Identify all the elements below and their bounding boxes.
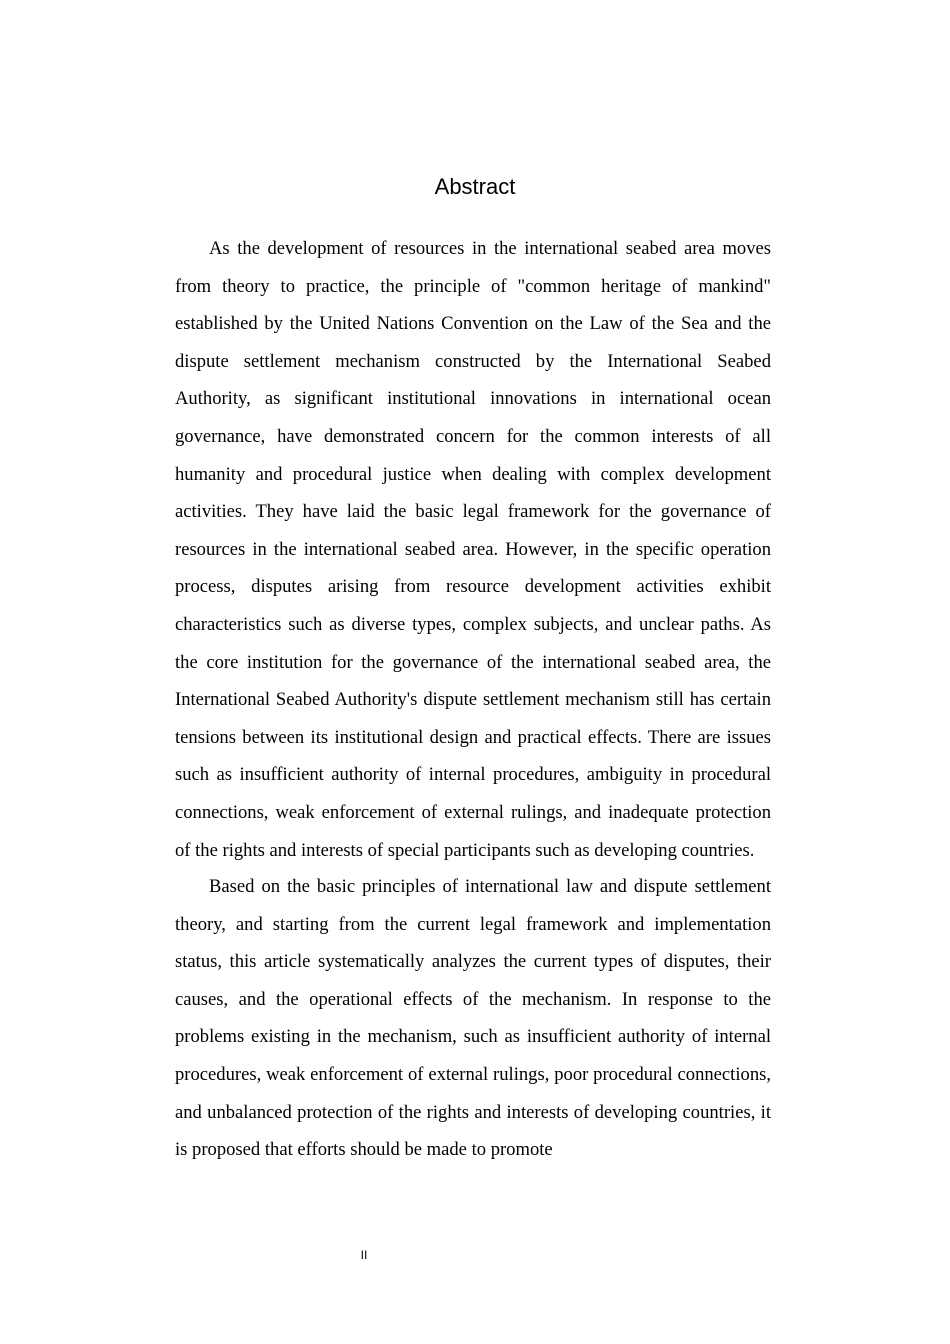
abstract-body [175,230,771,1168]
page-number: II [360,1248,368,1262]
abstract-paragraph-1: As the development of resources in the international seabed area moves from theory to practice, the principle of "common heritage of mankind" established by the United Nations Convention on the Law of the Sea and the dispute settlement mechanism constructed by the International Seabed Authority, as significant institutional innovations in international ocean governance, have demonstrated concern for the common interests of all humanity and procedural justice when dealing with complex development activities. They have laid the basic legal framework for the governance of resources in the international seabed area. However, in the specific operation process, disputes arising from resource development activities exhibit characteristics such as diverse types, complex subjects, and unclear paths. As the core institution for the governance of the international seabed area, the International Seabed Authority's dispute settlement mechanism still has certain tensions between its institutional design and practical effects. There are issues such as insufficient authority of internal procedures, ambiguity in procedural connections, weak enforcement of external rulings, and inadequate protection of the rights and interests of special participants such as developing countries. [175,238,771,861]
abstract-heading: Abstract [434,174,516,199]
abstract-paragraph-2: Based on the basic principles of international law and dispute settlement theory, and starting from the current legal framework and implementation status, this article systematically analyzes the current types of disputes, their causes, and the operational effects of the mechanism. In response to the problems existing in the mechanism, such as insufficient authority of internal procedures, weak enforcement of external rulings, poor procedural connections, and unbalanced protection of the rights and interests of developing countries, it is proposed that efforts should be made to promote [175,876,771,1161]
